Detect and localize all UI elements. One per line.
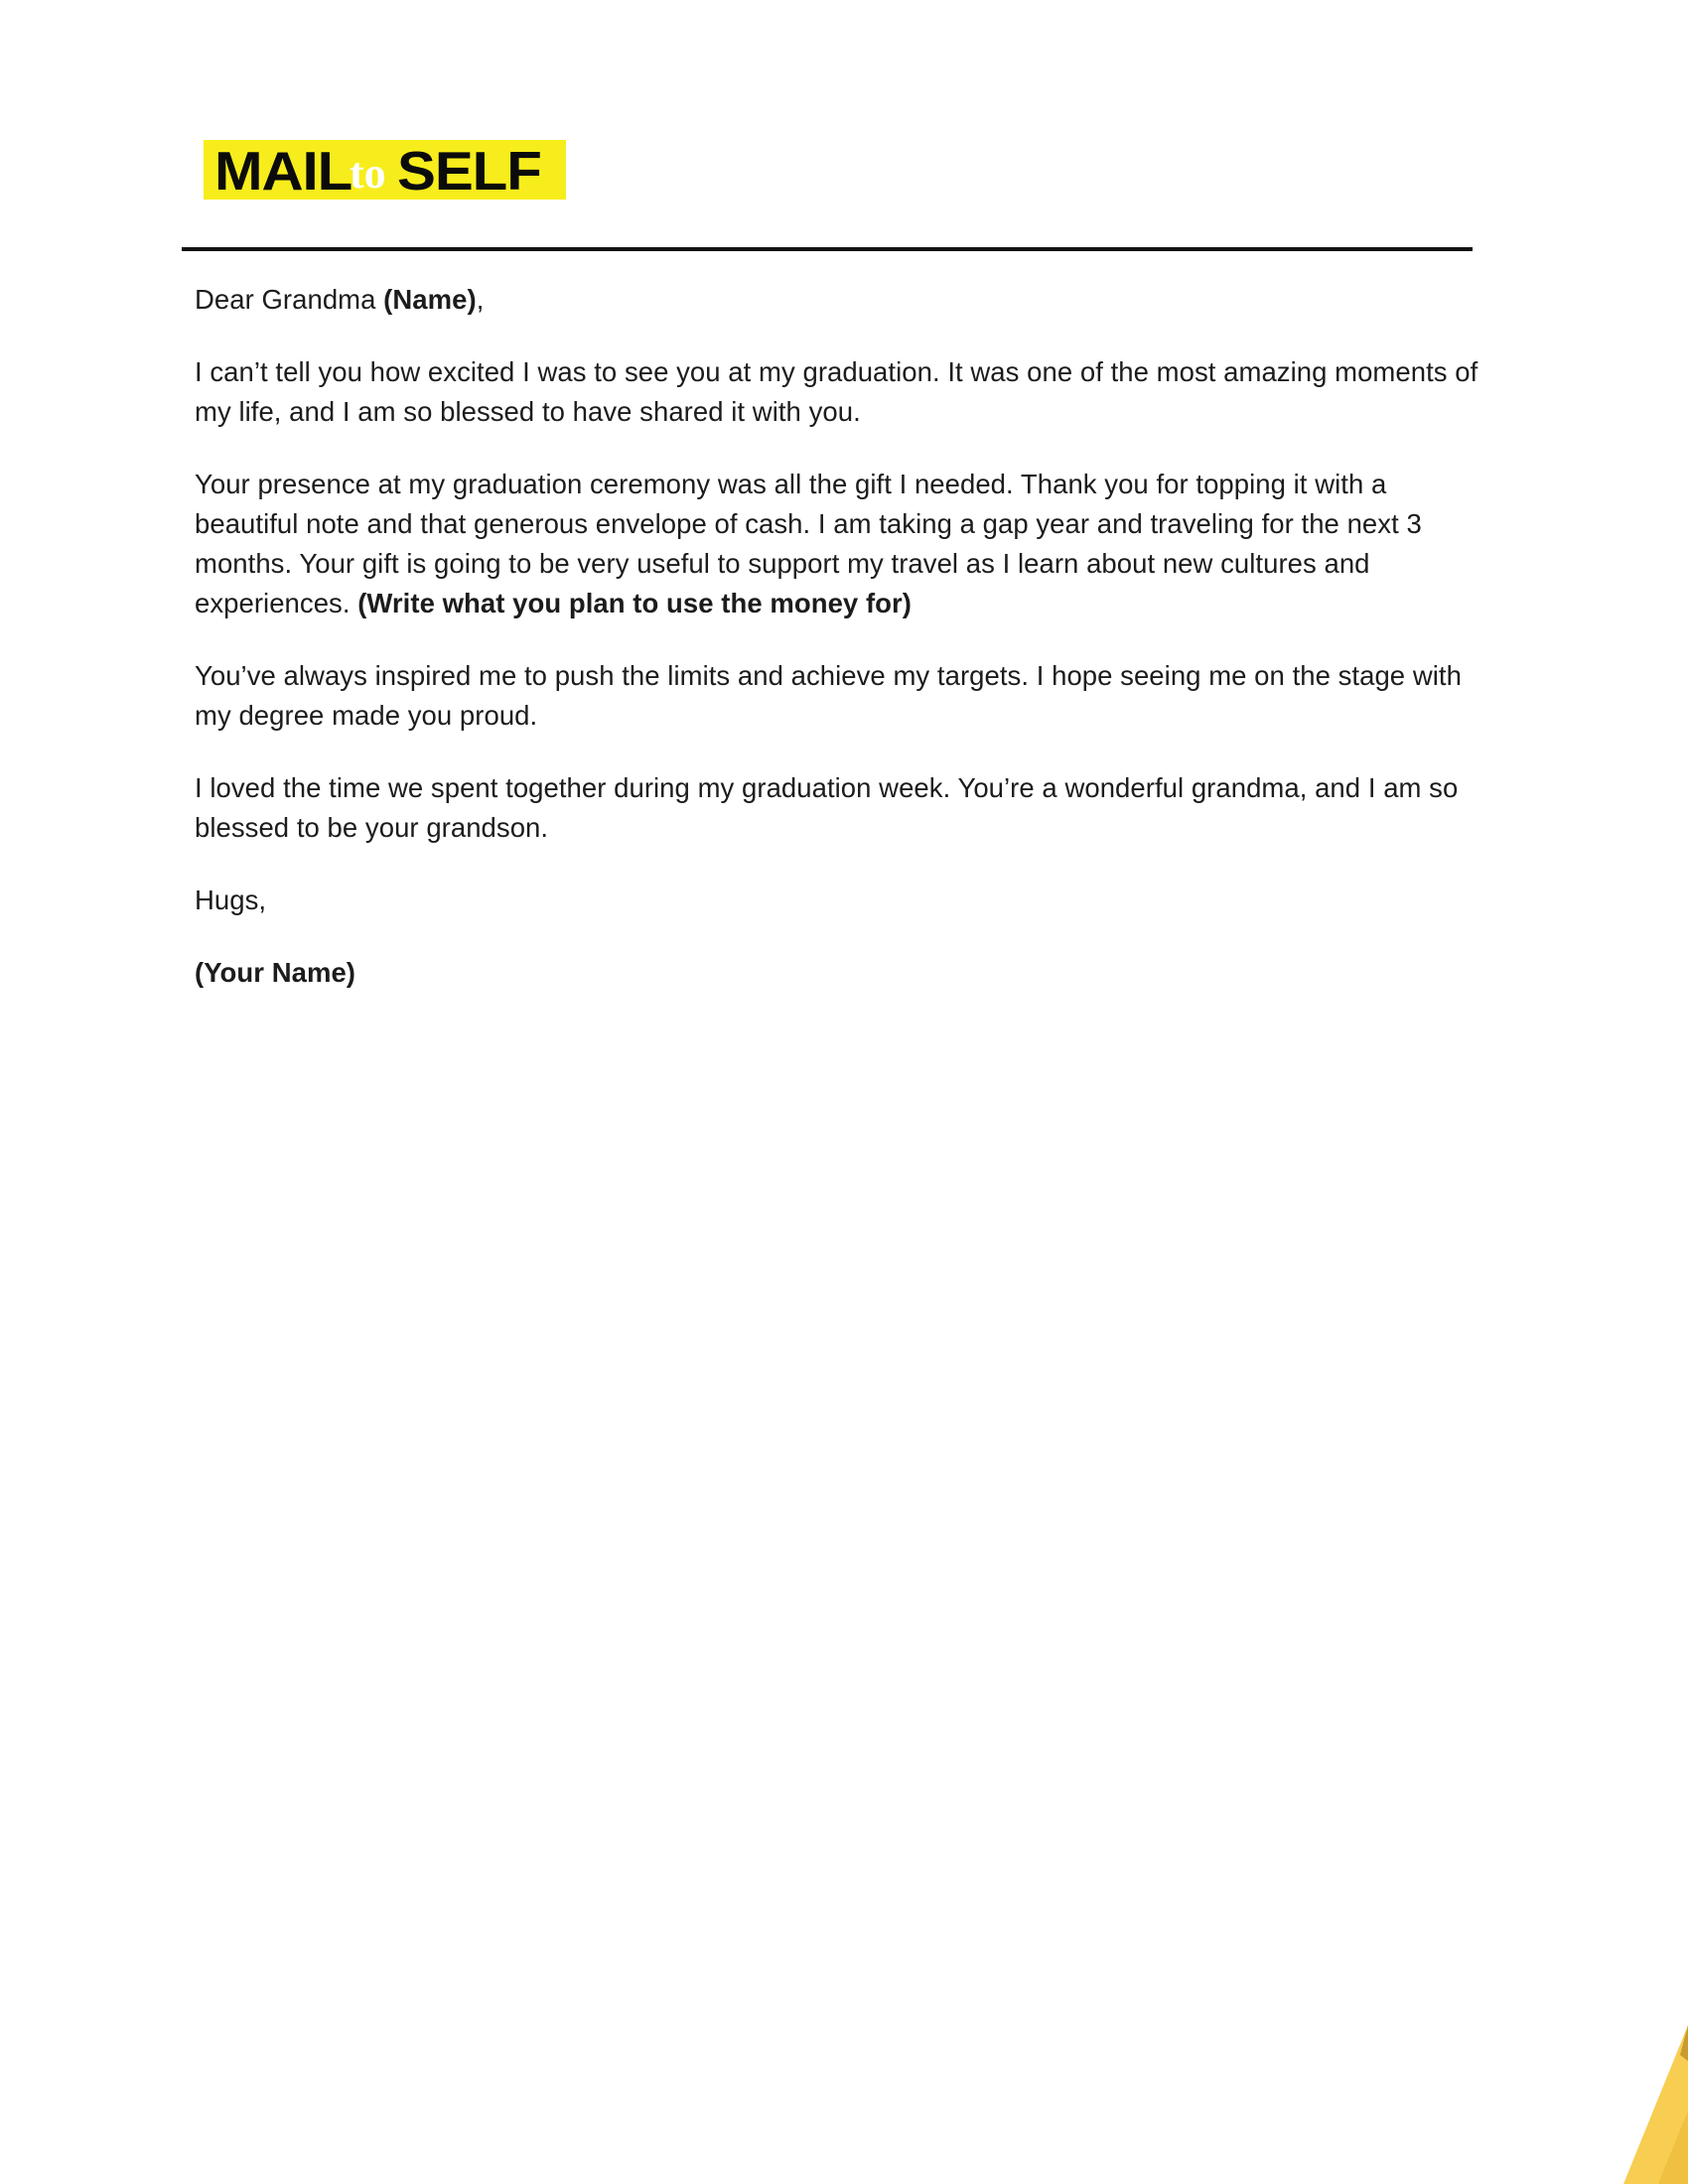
signature-placeholder: (Your Name) xyxy=(195,957,356,988)
paragraph-2 xyxy=(195,465,1485,623)
paragraph-3: You’ve always inspired me to push the limits and achieve my targets. I hope seeing me on the stage with my degree made you proud. xyxy=(195,660,1462,731)
salutation-greeting: Dear Grandma xyxy=(195,284,384,315)
logo-word-mail: MAIL xyxy=(214,140,352,202)
logo-text-group xyxy=(204,140,566,200)
logo-word-self: SELF xyxy=(397,140,541,202)
salutation-name-placeholder: (Name) xyxy=(383,284,477,315)
closing-line: Hugs, xyxy=(195,885,267,915)
letter-body xyxy=(195,280,1485,993)
header-divider xyxy=(182,247,1473,251)
paragraph-1: I can’t tell you how excited I was to see you at my graduation. It was one of the most amazing moments of my life, and I am so blessed to have shared it with you. xyxy=(195,356,1478,427)
brand-logo xyxy=(204,140,566,200)
paragraph-4: I loved the time we spent together during my graduation week. You’re a wonderful grandma, and I am so blessed to be your grandson. xyxy=(195,772,1459,843)
paragraph-2-text: Your presence at my graduation ceremony was all the gift I needed. Thank you for topping it with a beautiful note and that generous envelope of cash. I am taking a gap year and traveling for the next 3 months. Your gift is going to be very useful to support my travel as I learn about new cultures and experiences. xyxy=(195,469,1422,618)
gold-corner-decoration xyxy=(1569,2025,1688,2184)
salutation xyxy=(195,280,1485,320)
salutation-comma: , xyxy=(476,284,485,315)
paragraph-2-instruction: (Write what you plan to use the money for) xyxy=(357,588,912,618)
logo-word-to: to xyxy=(350,149,386,198)
